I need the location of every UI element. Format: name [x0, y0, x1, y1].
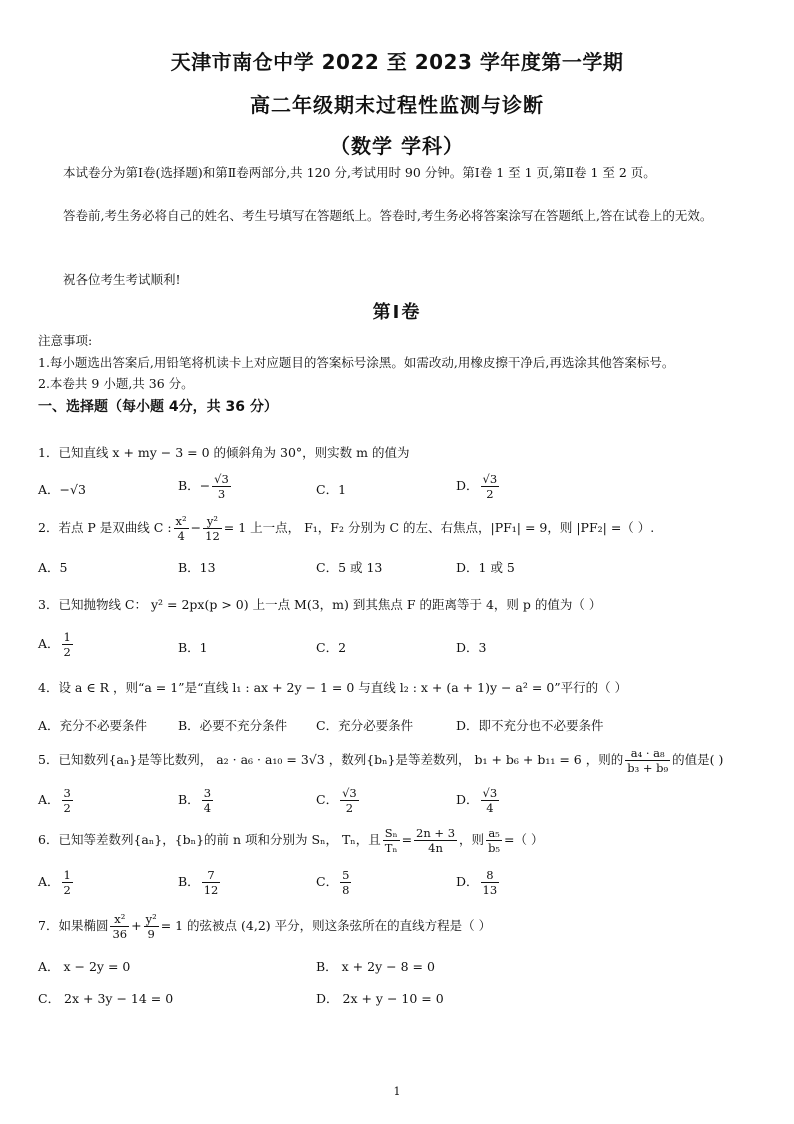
note-1: 1.每小题选出答案后,用铅笔将机读卡上对应题目的答案标号涂黑。如需改动,用橡皮擦干净后,再选涂其他答案标号。 [38, 355, 675, 370]
q1-option-a: A．−√3 [38, 482, 86, 497]
q3-option-d: D．3 [456, 640, 487, 655]
notes-title: 注意事项: [38, 333, 93, 348]
q1-option-c: C．1 [316, 482, 347, 497]
q2-option-b: B．13 [178, 560, 216, 575]
q6-option-d: D． $\frac{8}{13}$ [456, 868, 498, 897]
exam-subject: （数学 学科） [330, 134, 464, 158]
q3-option-b: B．1 [178, 640, 208, 655]
q3-option-a: A． $\frac{1}{2}$ [38, 630, 71, 659]
q5-option-b: B． $\frac{3}{4}$ [178, 786, 212, 815]
q7-option-d: D． 2x + y − 10 = 0 [316, 991, 444, 1006]
q4-option-d: D．即不充分也不必要条件 [456, 718, 604, 733]
exam-title-school: 天津市南仓中学 2022 至 2023 学年度第一学期 [170, 50, 624, 74]
q7-option-c: C． 2x + 3y − 14 = 0 [38, 991, 174, 1006]
q5-option-a: A． $\frac{3}{2}$ [38, 786, 71, 815]
question-3-stem: 3．已知抛物线 C： y² = 2px(p > 0) 上一点 M(3，m) 到其焦点 F 的距离等于 4，则 p 的值为（ ） [38, 597, 602, 612]
good-luck-line: 祝各位考生考试顺利! [63, 272, 181, 287]
q2-option-c: C．5 或 13 [316, 560, 383, 575]
question-1-stem: 1．已知直线 x + my − 3 = 0 的倾斜角为 30°，则实数 m 的值为 [38, 445, 410, 460]
q1-option-b: B．− $\frac{√3}{3}$ [178, 472, 229, 501]
q3-option-c: C．2 [316, 640, 347, 655]
q6-option-b: B． $\frac{7}{12}$ [178, 868, 219, 897]
q2-option-a: A．5 [38, 560, 68, 575]
note-2: 2.本卷共 9 小题,共 36 分。 [38, 376, 194, 391]
q6-option-c: C． $\frac{5}{8}$ [316, 868, 350, 897]
q5-option-c: C． $\frac{√3}{2}$ [316, 786, 357, 815]
q4-option-b: B．必要不充分条件 [178, 718, 288, 733]
question-2-stem: 2．若点 P 是双曲线 C : $\frac{\text{x²}}{4}$ − $\frac{\text{y²}}{12}$ = 1 上一点， F₁，F₂ 分别为 C 的左、右焦点，|PF₁| = 9，则 |PF₂| =（ ）. [38, 514, 655, 543]
q7-option-a: A． x − 2y = 0 [38, 959, 131, 974]
q1-option-d: D． $\frac{√3}{2}$ [456, 472, 498, 501]
intro-paragraph-1: 本试卷分为第Ⅰ卷(选择题)和第Ⅱ卷两部分,共 120 分,考试用时 90 分钟。第Ⅰ卷 1 至 1 页,第Ⅱ卷 1 至 2 页。 [63, 165, 656, 180]
q4-option-c: C．充分必要条件 [316, 718, 414, 733]
question-4-stem: 4．设 a ∈ R ，则“a = 1”是“直线 l₁ : ax + 2y − 1 = 0 与直线 l₂ : x + (a + 1)y − a² = 0”平行的（ ） [38, 680, 628, 695]
section-title: 一、选择题（每小题 4分，共 36 分） [38, 399, 278, 415]
question-5-stem: 5．已知数列{aₙ}是等比数列， a₂ · a₆ · a₁₀ = 3√3 ，数列{bₙ}是等差数列， b₁ + b₆ + b₁₁ = 6 ，则的 $\frac{\text{a₄ · a₈}}{\text{b₃ + b₉}}$ 的值是( ) [38, 746, 724, 775]
exam-title-name: 高二年级期末过程性监测与诊断 [250, 93, 544, 117]
q6-option-a: A． $\frac{1}{2}$ [38, 868, 71, 897]
question-6-stem: 6．已知等差数列{aₙ}，{bₙ}的前 n 项和分别为 Sₙ， Tₙ，且 $\frac{\text{Sₙ}}{\text{Tₙ}}$ = $\frac{2n + 3}{4n}$ ，则 $\frac{\text{a₅}}{\text{b₅}}$ =（ ） [38, 826, 544, 855]
q5-option-d: D． $\frac{√3}{4}$ [456, 786, 498, 815]
part1-heading: 第Ⅰ卷 [372, 302, 422, 323]
q7-option-b: B． x + 2y − 8 = 0 [316, 959, 435, 974]
question-7-stem: 7．如果椭圆 $\frac{\text{x²}}{36}$ + $\frac{\text{y²}}{9}$ = 1 的弦被点 (4,2) 平分，则这条弦所在的直线方程是（ ） [38, 912, 492, 941]
page-number: 1 [393, 1085, 401, 1098]
intro-paragraph-2: 答卷前,考生务必将自己的姓名、考生号填写在答题纸上。答卷时,考生务必将答案涂写在答题纸上,答在试卷上的无效。 [63, 208, 713, 223]
q2-option-d: D．1 或 5 [456, 560, 515, 575]
q4-option-a: A．充分不必要条件 [38, 718, 148, 733]
